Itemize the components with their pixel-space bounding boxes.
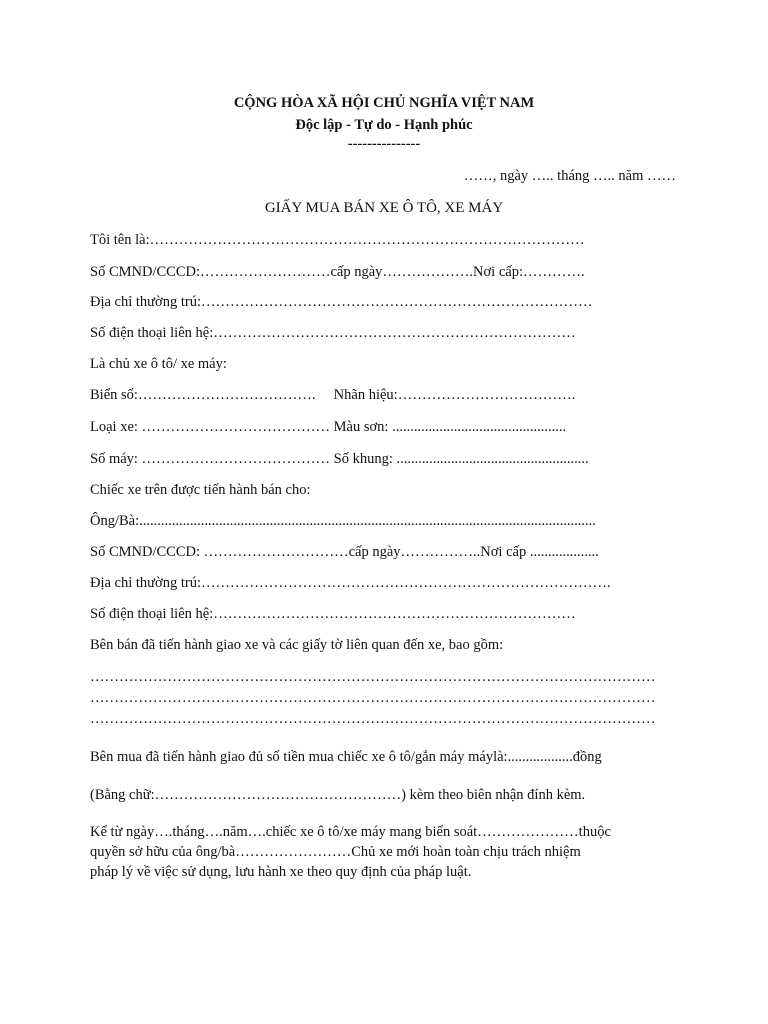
- seller-id-field: Số CMND/CCCD:………………………cấp ngày……………….Nơi cấp:………….: [90, 264, 585, 280]
- ownership-text-line: quyền sở hữu của ông/bà……………………Chủ xe mới hoàn toàn chịu trách nhiệm: [90, 844, 581, 860]
- seller-phone-field: Số điện thoại liên hệ:…………………………………………………………………: [90, 325, 576, 341]
- ownership-text-line: Kể từ ngày….tháng….năm….chiếc xe ô tô/xe máy mang biển soát…………………thuộc: [90, 824, 611, 840]
- vehicle-type-field: Loại xe: ………………………………… Màu sơn: ................................................: [90, 419, 567, 435]
- handover-dots-line: ………………………………………………………………………………………………………: [90, 690, 656, 706]
- date-line: ……, ngày ….. tháng ….. năm ……: [463, 168, 676, 184]
- buyer-intro: Chiếc xe trên được tiến hành bán cho:: [90, 482, 311, 498]
- seller-name-field: Tôi tên là:………………………………………………………………………………: [90, 232, 585, 248]
- buyer-address-field: Địa chỉ thường trú:………………………………………………………………………….: [90, 575, 611, 591]
- handover-dots-line: ………………………………………………………………………………………………………: [90, 711, 656, 727]
- handover-label: Bên bán đã tiến hành giao xe và các giấy tờ liên quan đến xe, bao gồm:: [90, 637, 504, 653]
- ownership-text-line: pháp lý về việc sử dụng, lưu hành xe theo quy định của pháp luật.: [90, 864, 472, 880]
- document-title: GIẤY MUA BÁN XE Ô TÔ, XE MÁY: [264, 200, 504, 216]
- vehicle-plate-field: Biển số:………………………………. Nhãn hiệu:……………………………….: [90, 387, 576, 403]
- nation-heading: CỘNG HÒA XÃ HỘI CHỦ NGHĨA VIỆT NAM: [233, 95, 535, 111]
- seller-address-field: Địa chỉ thường trú:………………………………………………………………………: [90, 294, 593, 310]
- handover-dots-line: ………………………………………………………………………………………………………: [90, 669, 656, 685]
- motto: Độc lập - Tự do - Hạnh phúc: [295, 117, 473, 133]
- payment-words-field: (Bằng chữ:……………………………………………) kèm theo biên nhận đính kèm.: [90, 787, 586, 803]
- buyer-phone-field: Số điện thoại liên hệ:…………………………………………………………………: [90, 606, 576, 622]
- vehicle-owner-label: Là chủ xe ô tô/ xe máy:: [90, 356, 227, 372]
- vehicle-engine-field: Số máy: ………………………………… Số khung: .....................................................: [90, 451, 589, 467]
- buyer-id-field: Số CMND/CCCD: …………………………cấp ngày……………..Nơi cấp ...................: [90, 544, 599, 560]
- payment-amount-field: Bên mua đã tiến hành giao đủ số tiền mua chiếc xe ô tô/gắn máy máylà:..................đồng: [90, 749, 602, 765]
- header-divider: ---------------: [347, 136, 421, 152]
- buyer-name-field: Ông/Bà:..............................................................................................................................: [90, 513, 596, 529]
